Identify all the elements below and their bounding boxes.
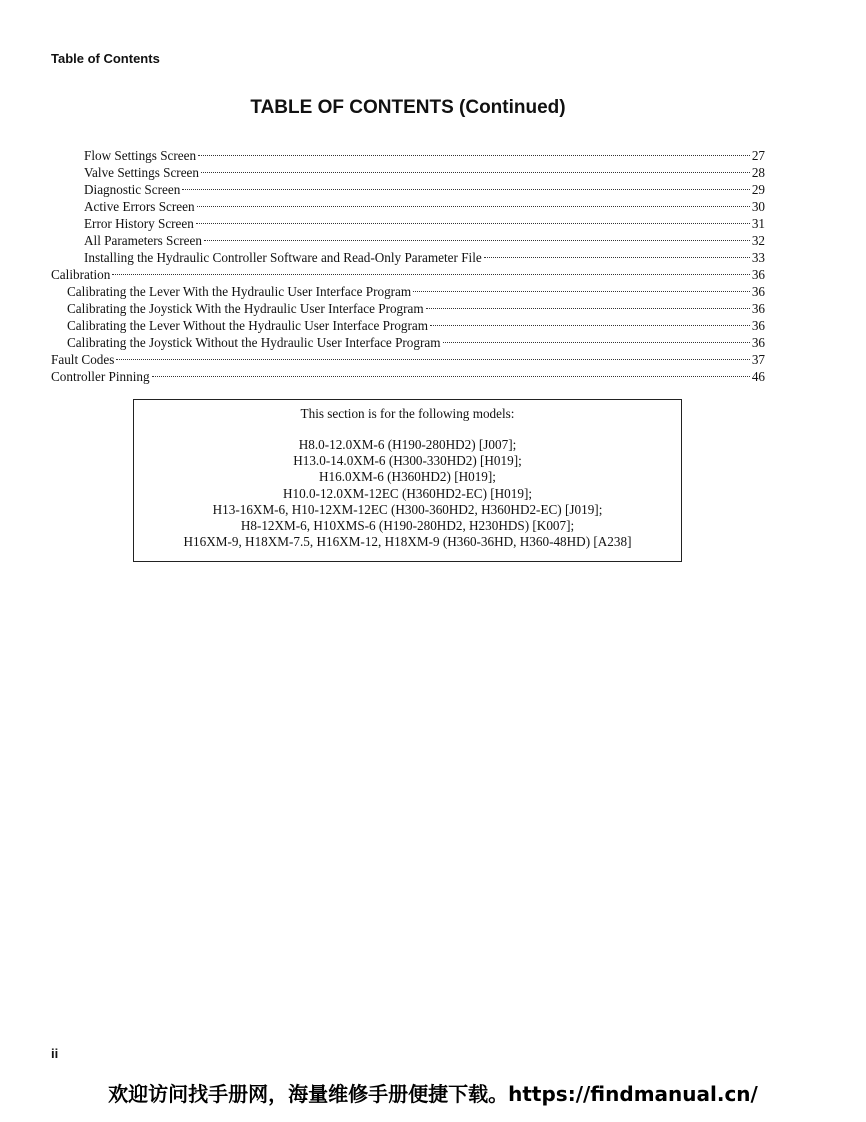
toc-entry-page: 27 bbox=[751, 148, 765, 163]
toc-entry-page: 29 bbox=[751, 182, 765, 197]
toc-entry[interactable] bbox=[51, 143, 765, 163]
toc-entry-page: 30 bbox=[751, 199, 765, 214]
toc-dot-leader bbox=[152, 364, 750, 381]
model-line: H16.0XM-6 (H360HD2) [H019]; bbox=[319, 469, 496, 485]
models-list bbox=[134, 437, 681, 550]
toc-entry-page: 46 bbox=[751, 369, 765, 384]
toc-entry-title: Calibrating the Joystick Without the Hydraulic User Interface Program bbox=[67, 335, 441, 350]
toc-entry-title: Calibrating the Lever Without the Hydraulic User Interface Program bbox=[67, 318, 429, 333]
toc-entry-page: 28 bbox=[751, 165, 765, 180]
toc-entry-page: 36 bbox=[751, 318, 765, 333]
page-title: TABLE OF CONTENTS (Continued) bbox=[250, 97, 566, 118]
toc-entry-title: Error History Screen bbox=[84, 216, 194, 231]
toc-dot-leader bbox=[182, 177, 750, 194]
toc-dot-leader bbox=[198, 143, 750, 160]
toc-entry[interactable] bbox=[51, 279, 765, 299]
models-box bbox=[133, 399, 682, 562]
toc-dot-leader bbox=[201, 160, 750, 177]
model-line: H13-16XM-6, H10-12XM-12EC (H300-360HD2, H360HD2-EC) [J019]; bbox=[212, 501, 603, 517]
toc-dot-leader bbox=[196, 211, 750, 228]
model-line: H10.0-12.0XM-12EC (H360HD2-EC) [H019]; bbox=[282, 485, 533, 501]
toc-dot-leader bbox=[197, 194, 750, 211]
toc-entry-page: 37 bbox=[751, 352, 765, 367]
model-line: H16XM-9, H18XM-7.5, H16XM-12, H18XM-9 (H360-36HD, H360-48HD) [A238] bbox=[183, 534, 632, 550]
toc-entry-page: 36 bbox=[751, 301, 765, 316]
toc-entry-page: 36 bbox=[751, 335, 765, 350]
model-line: H8-12XM-6, H10XMS-6 (H190-280HD2, H230HDS) [K007]; bbox=[240, 518, 575, 534]
watermark-link[interactable]: 欢迎访问找手册网，海量维修手册便捷下载。https://findmanual.cn/ bbox=[108, 1082, 758, 1106]
model-line: H13.0-14.0XM-6 (H300-330HD2) [H019]; bbox=[293, 453, 522, 469]
toc-entry-page: 31 bbox=[751, 216, 765, 231]
toc-dot-leader bbox=[443, 330, 750, 347]
toc-dot-leader bbox=[413, 279, 750, 296]
toc-entry[interactable] bbox=[51, 347, 765, 367]
page-number: ii bbox=[51, 1046, 59, 1061]
toc-dot-leader bbox=[204, 228, 750, 245]
toc-dot-leader bbox=[116, 347, 749, 364]
toc-entry-title: Active Errors Screen bbox=[84, 199, 195, 214]
toc-dot-leader bbox=[426, 296, 750, 313]
table-of-contents bbox=[51, 143, 765, 384]
toc-dot-leader bbox=[484, 245, 750, 262]
running-head: Table of Contents bbox=[51, 51, 160, 66]
toc-entry-title: Controller Pinning bbox=[51, 369, 150, 384]
toc-entry-page: 36 bbox=[751, 284, 765, 299]
toc-dot-leader bbox=[430, 313, 750, 330]
toc-entry[interactable] bbox=[51, 364, 765, 384]
toc-entry-title: Calibration bbox=[51, 267, 111, 282]
toc-entry-title: Calibrating the Joystick With the Hydraulic User Interface Program bbox=[67, 301, 424, 316]
toc-entry-title: Diagnostic Screen bbox=[84, 182, 181, 197]
toc-entry-page: 36 bbox=[751, 267, 765, 282]
toc-entry-title: Installing the Hydraulic Controller Software and Read-Only Parameter File bbox=[84, 250, 482, 265]
model-line: H8.0-12.0XM-6 (H190-280HD2) [J007]; bbox=[298, 437, 517, 452]
toc-entry-page: 32 bbox=[751, 233, 765, 248]
toc-entry-title: Flow Settings Screen bbox=[84, 148, 197, 163]
toc-entry-title: Calibrating the Lever With the Hydraulic User Interface Program bbox=[67, 284, 412, 299]
toc-dot-leader bbox=[112, 262, 749, 279]
toc-entry[interactable] bbox=[51, 262, 765, 282]
models-intro: This section is for the following models: bbox=[300, 406, 515, 421]
toc-entry-title: Valve Settings Screen bbox=[84, 165, 199, 180]
toc-entry-title: All Parameters Screen bbox=[84, 233, 202, 248]
toc-entry-page: 33 bbox=[751, 250, 765, 265]
toc-entry-title: Fault Codes bbox=[51, 352, 115, 367]
